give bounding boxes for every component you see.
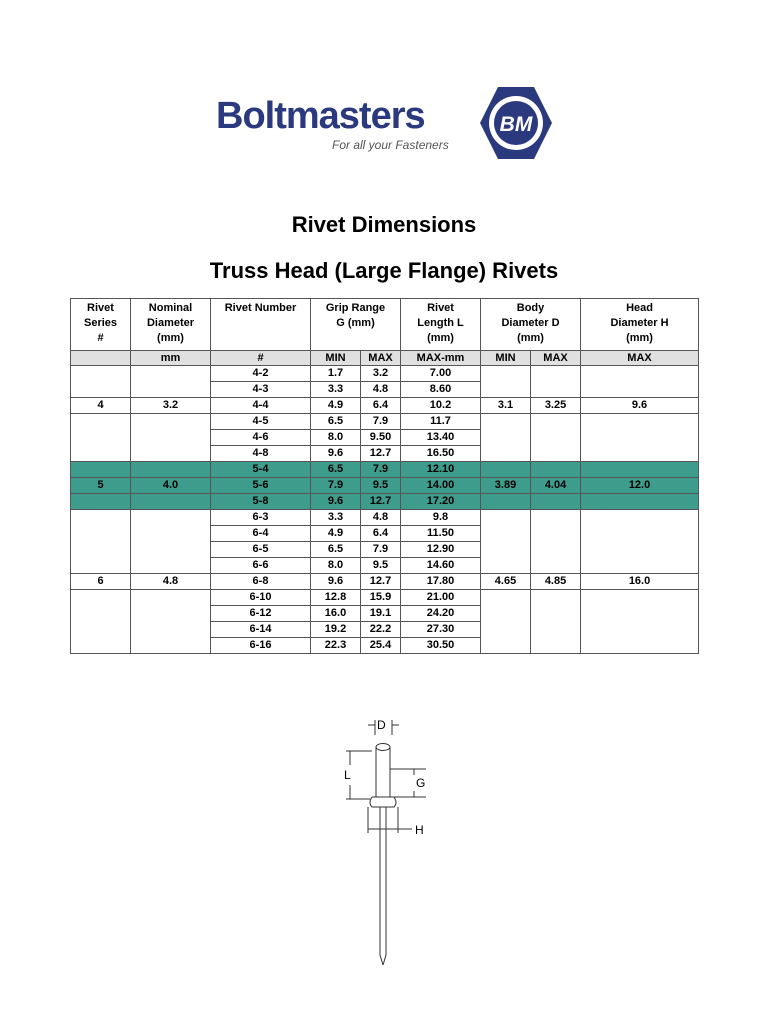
cell-grip-min: 3.3 — [311, 510, 361, 526]
cell-length: 14.60 — [401, 558, 481, 574]
page-title: Rivet Dimensions — [291, 212, 477, 237]
cell-grip-max: 7.9 — [361, 414, 401, 430]
label-h: H — [415, 823, 424, 837]
table-row — [71, 398, 699, 414]
table-row — [71, 494, 699, 510]
table-row — [71, 462, 699, 478]
cell-grip-min: 6.5 — [311, 542, 361, 558]
cell-grip-max: 12.7 — [361, 446, 401, 462]
cell-length: 13.40 — [401, 430, 481, 446]
cell-grip-max: 9.5 — [361, 558, 401, 574]
cell-grip-max: 3.2 — [361, 366, 401, 382]
brand-name: Boltmasters — [216, 95, 425, 137]
cell-length: 12.10 — [401, 462, 481, 478]
brand-tagline: For all your Fasteners — [332, 138, 449, 152]
unit-head: MAX — [581, 351, 699, 366]
cell-length: 7.00 — [401, 366, 481, 382]
header-number: Rivet Number — [211, 299, 311, 351]
cell-grip-min: 6.5 — [311, 462, 361, 478]
header-body: Body Diameter D (mm) — [481, 299, 581, 351]
unit-body-min: MIN — [481, 351, 531, 366]
cell-rivet-number: 6-10 — [211, 590, 311, 606]
badge-text: BM — [499, 113, 533, 136]
unit-grip-min: MIN — [311, 351, 361, 366]
unit-grip-max: MAX — [361, 351, 401, 366]
cell-grip-max: 15.9 — [361, 590, 401, 606]
cell-rivet-number: 4-2 — [211, 366, 311, 382]
cell-body-min — [481, 366, 531, 398]
header-grip: Grip Range G (mm) — [311, 299, 401, 351]
header-nominal: Nominal Diameter (mm) — [131, 299, 211, 351]
cell-grip-max: 4.8 — [361, 382, 401, 398]
cell-length: 16.50 — [401, 446, 481, 462]
cell-nominal: 4.0 — [131, 478, 211, 494]
table-row — [71, 510, 699, 526]
cell-body-min — [481, 414, 531, 462]
rivet-table — [70, 298, 699, 654]
cell-nominal — [131, 462, 211, 478]
cell-rivet-number: 5-6 — [211, 478, 311, 494]
cell-series — [71, 510, 131, 574]
cell-length: 11.50 — [401, 526, 481, 542]
cell-rivet-number: 6-6 — [211, 558, 311, 574]
cell-head — [581, 590, 699, 654]
units-row — [71, 351, 699, 366]
table-row — [71, 366, 699, 382]
cell-series — [71, 590, 131, 654]
cell-rivet-number: 4-3 — [211, 382, 311, 398]
cell-body-min: 3.1 — [481, 398, 531, 414]
unit-length: MAX-mm — [401, 351, 481, 366]
cell-grip-max: 7.9 — [361, 542, 401, 558]
header-length: Rivet Length L (mm) — [401, 299, 481, 351]
cell-rivet-number: 6-12 — [211, 606, 311, 622]
cell-head: 9.6 — [581, 398, 699, 414]
cell-grip-max: 9.5 — [361, 478, 401, 494]
cell-grip-min: 19.2 — [311, 622, 361, 638]
cell-grip-max: 25.4 — [361, 638, 401, 654]
cell-grip-min: 6.5 — [311, 414, 361, 430]
header-series: Rivet Series # — [71, 299, 131, 351]
cell-length: 17.20 — [401, 494, 481, 510]
cell-rivet-number: 4-8 — [211, 446, 311, 462]
cell-nominal: 4.8 — [131, 574, 211, 590]
cell-nominal — [131, 494, 211, 510]
brand-logo — [216, 84, 556, 164]
cell-rivet-number: 6-4 — [211, 526, 311, 542]
cell-body-min — [481, 510, 531, 574]
cell-rivet-number: 6-5 — [211, 542, 311, 558]
unit-nominal: mm — [131, 351, 211, 366]
table-row — [71, 478, 699, 494]
cell-body-min — [481, 590, 531, 654]
cell-rivet-number: 6-3 — [211, 510, 311, 526]
cell-grip-min: 9.6 — [311, 574, 361, 590]
cell-grip-min: 12.8 — [311, 590, 361, 606]
cell-body-max: 4.04 — [531, 478, 581, 494]
table-row — [71, 574, 699, 590]
cell-grip-min: 9.6 — [311, 446, 361, 462]
cell-grip-min: 1.7 — [311, 366, 361, 382]
cell-rivet-number: 4-6 — [211, 430, 311, 446]
cell-rivet-number: 5-8 — [211, 494, 311, 510]
cell-grip-min: 9.6 — [311, 494, 361, 510]
label-d: D — [377, 718, 386, 732]
cell-grip-max: 6.4 — [361, 526, 401, 542]
rivet-diagram — [330, 715, 440, 975]
cell-body-min: 4.65 — [481, 574, 531, 590]
cell-body-min: 3.89 — [481, 478, 531, 494]
cell-grip-min: 8.0 — [311, 430, 361, 446]
cell-series: 6 — [71, 574, 131, 590]
cell-length: 21.00 — [401, 590, 481, 606]
cell-grip-max: 22.2 — [361, 622, 401, 638]
cell-grip-min: 4.9 — [311, 398, 361, 414]
cell-head: 16.0 — [581, 574, 699, 590]
unit-number: # — [211, 351, 311, 366]
cell-body-max — [531, 462, 581, 478]
cell-body-max — [531, 414, 581, 462]
cell-series — [71, 494, 131, 510]
cell-grip-max: 9.50 — [361, 430, 401, 446]
cell-body-max: 3.25 — [531, 398, 581, 414]
table-row — [71, 414, 699, 430]
cell-series — [71, 366, 131, 398]
cell-nominal: 3.2 — [131, 398, 211, 414]
table-body — [71, 366, 699, 654]
cell-length: 10.2 — [401, 398, 481, 414]
cell-head — [581, 510, 699, 574]
cell-grip-min: 4.9 — [311, 526, 361, 542]
cell-grip-max: 6.4 — [361, 398, 401, 414]
cell-nominal — [131, 366, 211, 398]
cell-length: 8.60 — [401, 382, 481, 398]
cell-head — [581, 494, 699, 510]
cell-body-min — [481, 494, 531, 510]
cell-nominal — [131, 590, 211, 654]
cell-length: 12.90 — [401, 542, 481, 558]
cell-body-max — [531, 590, 581, 654]
cell-rivet-number: 5-4 — [211, 462, 311, 478]
cell-grip-max: 19.1 — [361, 606, 401, 622]
cell-grip-max: 4.8 — [361, 510, 401, 526]
cell-nominal — [131, 414, 211, 462]
table-row — [71, 590, 699, 606]
cell-grip-max: 7.9 — [361, 462, 401, 478]
cell-grip-min: 22.3 — [311, 638, 361, 654]
cell-grip-min: 7.9 — [311, 478, 361, 494]
cell-grip-max: 12.7 — [361, 494, 401, 510]
header-head: Head Diameter H (mm) — [581, 299, 699, 351]
cell-rivet-number: 4-4 — [211, 398, 311, 414]
cell-grip-max: 12.7 — [361, 574, 401, 590]
cell-body-max — [531, 494, 581, 510]
cell-rivet-number: 6-8 — [211, 574, 311, 590]
cell-series: 4 — [71, 398, 131, 414]
label-g: G — [416, 776, 426, 790]
bm-hexagon-icon — [478, 84, 554, 162]
cell-head: 12.0 — [581, 478, 699, 494]
cell-length: 14.00 — [401, 478, 481, 494]
cell-head — [581, 462, 699, 478]
cell-body-max — [531, 366, 581, 398]
cell-series — [71, 414, 131, 462]
cell-length: 30.50 — [401, 638, 481, 654]
cell-series: 5 — [71, 478, 131, 494]
cell-body-max: 4.85 — [531, 574, 581, 590]
cell-grip-min: 3.3 — [311, 382, 361, 398]
cell-body-min — [481, 462, 531, 478]
cell-head — [581, 414, 699, 462]
cell-grip-min: 16.0 — [311, 606, 361, 622]
cell-head — [581, 366, 699, 398]
cell-rivet-number: 4-5 — [211, 414, 311, 430]
cell-length: 27.30 — [401, 622, 481, 638]
cell-series — [71, 462, 131, 478]
cell-rivet-number: 6-16 — [211, 638, 311, 654]
cell-body-max — [531, 510, 581, 574]
label-l: L — [344, 768, 351, 782]
cell-length: 11.7 — [401, 414, 481, 430]
cell-rivet-number: 6-14 — [211, 622, 311, 638]
page-subtitle: Truss Head (Large Flange) Rivets — [209, 258, 559, 283]
cell-length: 17.80 — [401, 574, 481, 590]
cell-length: 9.8 — [401, 510, 481, 526]
cell-nominal — [131, 510, 211, 574]
cell-length: 24.20 — [401, 606, 481, 622]
unit-body-max: MAX — [531, 351, 581, 366]
cell-grip-min: 8.0 — [311, 558, 361, 574]
